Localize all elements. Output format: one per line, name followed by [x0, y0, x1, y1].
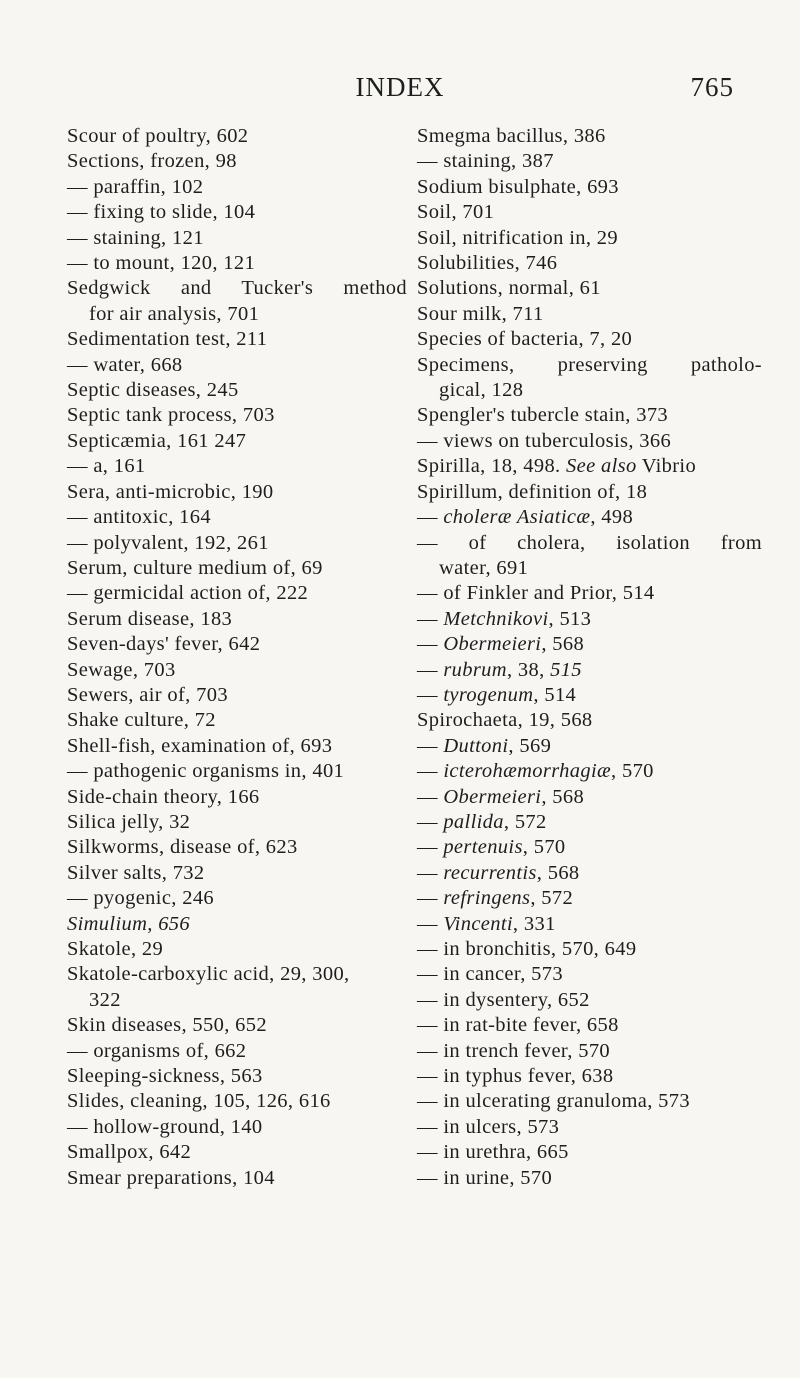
index-entry-italic: Vincenti — [443, 912, 513, 935]
index-entry: Sleeping-sickness, 563 — [67, 1065, 263, 1088]
index-subentry: — in cancer, 573 — [417, 963, 563, 986]
index-entry-main: Spirilla, 18, 498. — [417, 455, 561, 478]
index-subentry: — in rat-bite fever, 658 — [417, 1014, 619, 1037]
index-column-right — [417, 124, 762, 1191]
index-entry: Soil, nitrification in, 29 — [417, 226, 618, 249]
index-entry: Sodium bisulphate, 693 — [417, 175, 619, 198]
index-entry-continuation: for air analysis, 701 — [89, 302, 260, 325]
index-entry-continuation: water, 691 — [439, 556, 529, 579]
index-subentry: — Obermeieri, 568 — [417, 785, 585, 808]
index-entry: Smegma bacillus, 386 — [417, 125, 606, 147]
index-entry: Sera, anti-microbic, 190 — [67, 480, 274, 503]
index-entry — [67, 912, 407, 937]
index-subentry: — fixing to slide, 104 — [67, 201, 256, 224]
index-entry-italic: icterohæmorrhagiæ — [443, 760, 612, 783]
index-entry-italic: Simulium, 656 — [67, 912, 190, 935]
index-subentry: — rubrum, 38, 515 — [417, 658, 582, 681]
index-entry: Sedimentation test, 211 — [67, 328, 268, 351]
index-entry-continuation: 322 — [89, 988, 121, 1011]
index-entry-italic: tyrogenum — [443, 683, 534, 706]
index-entry: Side-chain theory, 166 — [67, 785, 260, 808]
index-entry-italic: Duttoni — [443, 734, 509, 757]
index-entry: Slides, cleaning, 105, 126, 616 — [67, 1090, 331, 1113]
index-entry: Silica jelly, 32 — [67, 810, 191, 833]
index-subentry: — polyvalent, 192, 261 — [67, 531, 269, 554]
index-subentry: — in ulcers, 573 — [417, 1115, 560, 1138]
index-entry: Shake culture, 72 — [67, 709, 216, 732]
index-subentry: — staining, 387 — [417, 150, 554, 173]
index-subentry: — pyogenic, 246 — [67, 887, 215, 910]
index-entry: Smallpox, 642 — [67, 1141, 192, 1164]
index-column-left — [67, 124, 407, 1191]
cross-reference-target: Vibrio — [641, 455, 697, 478]
index-subentry: — views on tuberculosis, 366 — [417, 429, 672, 452]
index-entry-italic: Obermeieri — [443, 785, 542, 808]
page-number: 765 — [690, 72, 734, 102]
index-subentry: — choleræ Asiaticæ, 498 — [417, 506, 634, 529]
index-entry-italic: refringens — [443, 887, 531, 910]
index-subentry: — in bronchitis, 570, 649 — [417, 938, 637, 960]
index-subentry: — in dysentery, 652 — [417, 988, 590, 1011]
index-entry: Scour of poultry, 602 — [67, 125, 249, 147]
index-subentry: — antitoxic, 164 — [67, 506, 211, 529]
index-entry: Serum, culture medium of, 69 — [67, 556, 323, 579]
index-entry: Skatole-carboxylic acid, 29, 300, — [67, 963, 350, 986]
index-subentry: — Vincenti, 331 — [417, 912, 556, 935]
index-subentry: — pathogenic organisms in, 401 — [67, 760, 345, 783]
index-entry: Septicæmia, 161 247 — [67, 429, 247, 452]
index-entry: Silver salts, 732 — [67, 861, 205, 884]
index-entry: Septic diseases, 245 — [67, 379, 239, 402]
index-subentry: — pertenuis, 570 — [417, 836, 566, 859]
index-entry: Skatole, 29 — [67, 938, 164, 960]
index-page-italic: 515 — [550, 658, 582, 681]
index-entry: Septic tank process, 703 — [67, 404, 275, 427]
index-subentry: — Duttoni, 569 — [417, 734, 552, 757]
index-entry: Sewers, air of, 703 — [67, 683, 228, 706]
index-subentry: — organisms of, 662 — [67, 1039, 247, 1062]
index-entry-italic: Obermeieri — [443, 633, 542, 656]
index-entry: Species of bacteria, 7, 20 — [417, 328, 633, 351]
index-entry — [417, 454, 762, 479]
index-entry: Smear preparations, 104 — [67, 1166, 275, 1189]
index-subentry: — refringens, 572 — [417, 887, 574, 910]
index-subentry: — recurrentis, 568 — [417, 861, 580, 884]
index-subentry: — in trench fever, 570 — [417, 1039, 611, 1062]
index-entry: Specimens, preserving patholo- — [417, 353, 762, 376]
index-subentry: — Obermeieri, 568 — [417, 633, 585, 656]
index-entry: Spirochaeta, 19, 568 — [417, 709, 593, 732]
index-entry: Shell-fish, examination of, 693 — [67, 734, 333, 757]
index-entry: Sections, frozen, 98 — [67, 150, 237, 173]
page-header — [0, 72, 800, 112]
index-entry-italic: pallida — [443, 810, 504, 833]
index-entry: Skin diseases, 550, 652 — [67, 1014, 267, 1037]
index-entry: Sedgwick and Tucker's method — [67, 277, 407, 300]
index-subentry: — pallida, 572 — [417, 810, 547, 833]
index-entry-italic: choleræ Asiaticæ — [443, 506, 591, 529]
index-entry: Spirillum, definition of, 18 — [417, 480, 648, 503]
index-entry: Serum disease, 183 — [67, 607, 233, 630]
index-entry: Sour milk, 711 — [417, 302, 544, 325]
index-subentry: — germicidal action of, 222 — [67, 582, 309, 605]
index-entry: Solutions, normal, 61 — [417, 277, 601, 300]
index-entry: Soil, 701 — [417, 201, 495, 224]
index-subentry: — Metchnikovi, 513 — [417, 607, 592, 630]
index-subentry: — to mount, 120, 121 — [67, 252, 256, 275]
index-entry-italic: recurrentis — [443, 861, 537, 884]
page-title: INDEX — [355, 72, 445, 102]
index-entry-italic: rubrum — [443, 658, 507, 681]
index-entry-continuation: gical, 128 — [439, 379, 524, 402]
index-subentry: — water, 668 — [67, 353, 183, 376]
index-subentry: — a, 161 — [67, 455, 146, 478]
index-subentry: — in ulcerating granuloma, 573 — [417, 1090, 690, 1113]
index-entry: Spengler's tubercle stain, 373 — [417, 404, 669, 427]
index-subentry: — in typhus fever, 638 — [417, 1065, 614, 1088]
see-also-reference: See also — [566, 455, 637, 478]
index-subentry: — icterohæmorrhagiæ, 570 — [417, 760, 654, 783]
index-entry: Solubilities, 746 — [417, 252, 558, 275]
index-entry-italic: Metchnikovi — [443, 607, 549, 630]
index-entry: Seven-days' fever, 642 — [67, 633, 261, 656]
index-subentry: — of Finkler and Prior, 514 — [417, 582, 655, 605]
index-subentry: — in urethra, 665 — [417, 1141, 569, 1164]
index-entry: Silkworms, disease of, 623 — [67, 836, 298, 859]
index-subentry: — hollow-ground, 140 — [67, 1115, 263, 1138]
index-subentry: — of cholera, isolation from — [417, 531, 762, 554]
index-entry-italic: pertenuis — [443, 836, 523, 859]
index-subentry: — tyrogenum, 514 — [417, 683, 577, 706]
index-subentry: — in urine, 570 — [417, 1166, 553, 1189]
index-entry: Sewage, 703 — [67, 658, 176, 681]
index-subentry: — staining, 121 — [67, 226, 204, 249]
index-subentry: — paraffin, 102 — [67, 175, 204, 198]
